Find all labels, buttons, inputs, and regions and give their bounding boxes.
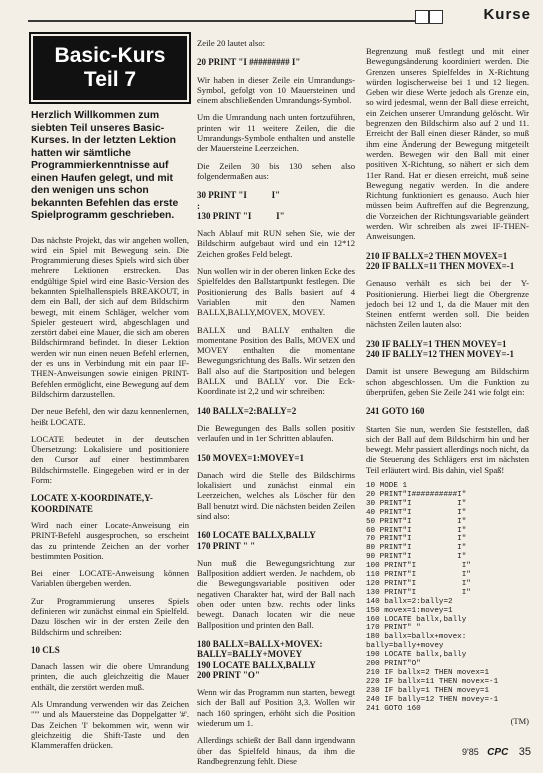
paragraph: Allerdings schießt der Ball dann irgendwann über das Spielfeld hinaus, da ihm die Randbegrenzung fehlt. Diese xyxy=(197,735,355,766)
paragraph: Als Umrandung verwenden wir das Zeichen "'" und als Mauersteine das Doppelgatter '#'. Das Zeichen 'I' bekommen wir, wenn wir gleichzeitig die Shift-Taste und den Klammeraffen drücken. xyxy=(31,699,189,751)
code-snippet: 140 BALLX=2:BALLY=2 xyxy=(197,405,297,416)
code-snippet: 10 CLS xyxy=(31,644,60,655)
column-1 xyxy=(31,34,189,758)
code-snippet: 160 LOCATE BALLX,BALLY 170 PRINT " " xyxy=(197,530,316,551)
code-snippet: 210 IF BALLX=2 THEN MOVEX=1 220 IF BALLX=11 THEN MOVEX=-1 xyxy=(366,250,515,271)
header-square-icon xyxy=(429,10,443,24)
page-footer xyxy=(462,742,531,760)
paragraph: Danach wird die Stelle des Bildschirms lokalisiert und zunächst einmal ein Leerzeichen, welches als Löscher für den Ball benutzt wird. Die nächsten beiden Zeilen sind also: xyxy=(197,469,355,521)
paragraph: Starten Sie nun, werden Sie feststellen, daß sich der Ball auf dem Bildschirm hin und her bewegt. Mehr passiert allerdings noch nicht, da die Steuerung des Schlägers erst im nächsten Teil erläutert wird. Bis dahin, viel Spaß! xyxy=(366,423,529,475)
paragraph: Die Bewegungen des Balls sollen positiv verlaufen und in 1er Schritten ablaufen. xyxy=(197,422,355,444)
paragraph: Wir haben in dieser Zeile ein Umrandungs-Symbol, gefolgt von 10 Mauersteinen und einem abschließenden Umrandungs-Symbol. xyxy=(197,74,355,106)
paragraph: LOCATE bedeutet in der deutschen Übersetzung: Lokalisiere und positioniere den Cursor auf einer bestimmbaren Bildschirmstelle. Eingegeben wird er in der Form: xyxy=(31,433,189,486)
paragraph: Um die Umrandung nach unten fortzuführen, printen wir 11 weitere Zeilen, die die Umrandungs-Symbole enthalten und anstelle der Mauersteine Leerzeichen. xyxy=(197,112,355,154)
paragraph: Der neue Befehl, den wir dazu kennenlernen, heißt LOCATE. xyxy=(31,406,189,427)
paragraph: Zur Programmierung unseres Spiels definieren wir zunächst einmal ein Spielfeld. Dazu löschen wir in der ersten Zeile den Bildschirm und schreiben: xyxy=(31,595,189,637)
code-snippet: 30 PRINT "I I" : 130 PRINT "I I" xyxy=(197,190,285,221)
code-snippet: 20 PRINT "I ######### I" xyxy=(197,57,301,68)
paragraph: Wenn wir das Programm nun starten, bewegt sich der Ball auf Position 3,3. Wollen wir nach 160 springen, erhöht sich die Position wiederum um 1. xyxy=(197,687,355,729)
paragraph: Das nächste Projekt, das wir angehen wollen, wird ein Spiel mit Bewegung sein. Die Programmierung dieses Spiels wird sich über mehrere Lektionen erstrecken. Das endgültige Spiel wird eine Basic-Version des bekannten Spielhallenspiels BREAKOUT, in dem ein Ball, der sich auf dem Bildschirm bewegt, mit einem Schläger, welcher vom Spieler gesteuert wird, abgeschlagen und zerstört dabei eine Mauer, die sich am oberen Bildschirmrand befindet. In dieser Lektion werden wir nun einen neuen Befehl erlernen, der es uns in Verbindung mit ein paar IF-THEN-Anweisungen sowie einigen PRINT-Befehlen ermöglicht, eine Bewegung auf dem Bildschirm darzustellen. xyxy=(31,234,189,399)
paragraph: Die Zeilen 30 bis 130 sehen also folgendermaßen aus: xyxy=(197,160,355,181)
paragraph: Bei einer LOCATE-Anweisung können Variablen übergeben werden. xyxy=(31,568,189,589)
article-title: Basic-Kurs Teil 7 xyxy=(33,36,187,100)
issue-date: 9'85 xyxy=(461,747,479,757)
author-tag: (TM) xyxy=(510,715,529,726)
magazine-name: CPC xyxy=(487,747,509,758)
intro-text: Herzlich Willkommen zum siebten Teil unseres Basic-Kurses. In der letzten Lektion hatten wir sämtliche Programmierkenntnisse auf einen Haufen gelegt, und mit den wenigen uns schon bekannten Befehlen das erste Spielprogramm geschrieben. xyxy=(31,110,179,221)
code-snippet: LOCATE X-KOORDINATE,Y-KOORDINATE xyxy=(31,493,153,514)
paragraph: Damit ist unsere Bewegung am Bildschirm schon abgeschlossen. Um die Funktion zu überprüfen, geben Sie Zeile 241 wie folgt ein: xyxy=(366,366,529,397)
paragraph: Genauso verhält es sich bei der Y-Positionierung. Hierbei liegt die Obergrenze jedoch bei 12 und 1, da die Mauer mit den Steinen entfernt werden soll. Die beiden nächsten Zeilen lauten also: xyxy=(366,278,529,330)
page-number: 35 xyxy=(518,746,531,758)
code-snippet: 241 GOTO 160 xyxy=(366,406,425,417)
section-header: Kurse xyxy=(483,6,531,23)
code-snippet: 150 MOVEX=1:MOVEY=1 xyxy=(197,452,304,463)
paragraph: Nun muß die Bewegungsrichtung zur Ballposition addiert werden. Je nachdem, ob die Bewegungsvariable positiven oder negativen Charakter hat, wird der Ball nach oben oder unten bzw. rechts oder links bewegt. Danach locaten wir die neue Ballposition und printen den Ball. xyxy=(197,557,355,630)
column-3 xyxy=(366,34,529,726)
paragraph: Wird nach einer Locate-Anweisung ein PRINT-Befehl ausgesprochen, so erscheint das zu printende Zeichen an der vorher bestimmten Position. xyxy=(31,519,189,561)
paragraph: Danach lassen wir die obere Umrandung printen, die auch gleichzeitig die Mauer enthält, die zerstört werden muß. xyxy=(31,661,189,692)
paragraph: Begrenzung muß festlegt und mit einer Bewegungsänderung koordiniert werden. Die Grenzen unseres Spielfeldes in X-Richtung würden logischerweise bei 1 und 12 liegen. Geben wir diese Werte jedoch als Grenze ein, so wird jedesmal, wenn der Ball diese erreicht, ein Zeichen unserer Umrandung gelöscht. Wir begrenzen den Bildschirm also auf 2 und 11. Erreicht der Ball einen dieser Ränder, so muß ihm eine Änderung der Bewegung mitgeteilt werden. Bewegen wir den Ball mit einer positiven X-Richtung, so nähert er sich dem 11er Rand. Hat er diesen erreicht, muß seine Bewegung negativ werden. In die andere Richtung funktioniert es genauso. Auch hier müssen beim Auftreffen auf die Begrenzung, die Vorzeichen der Richtungsvariable geändert werden. Wir schreiben als zwei IF-THEN-Anweisungen. xyxy=(366,46,529,242)
paragraph: BALLX und BALLY enthalten die momentane Position des Balls, MOVEX und MOVEY enthalten die momentane Bewegungsrichtung des Balls. Wir setzen den Ball also auf die Startposition und belegen BALLX und BALLY vor. Die Eck-Koordinate ist 2,2 und wir schreiben: xyxy=(197,324,355,397)
paragraph: Zeile 20 lautet also: xyxy=(197,38,266,48)
paragraph: Nach Ablauf mit RUN sehen Sie, wie der Bildschirm aufgebaut wird und ein 12*12 Zeichen großes Feld belegt. xyxy=(197,228,355,259)
column-2 xyxy=(197,38,355,773)
program-listing: 10 MODE 1 20 PRINT"I##########I" 30 PRINT"I I" 40 PRINT"I I" 50 PRINT"I I" 60 PRINT"I I" 70 PRINT"I I" 80 PRINT"I I" 90 PRINT"I I" 100 PRINT"I I" 110 PRINT"I I" 120 PRINT"I I" 130 PRINT"I I" 140 ballx=2:bally=2 150 movex=1:movey=1 160 LOCATE ballx,bally 170 PRINT" " 180 ballx=ballx+movex: bally=bally+movey 190 LOCATE ballx,bally 200 PRINT"O" 210 IF ballx=2 THEN movex=1 220 IF ballx=11 THEN movex=-1 230 IF bally=1 THEN movey=1 240 IF bally=12 THEN movey=-1 241 GOTO 160 xyxy=(366,481,499,713)
header-square-icon xyxy=(415,10,429,24)
paragraph: Nun wollen wir in der oberen linken Ecke des Spielfeldes den Ballstartpunkt festlegen. Die Positionierung des Balls basiert auf 4 Variablen mit den Namen BALLX,BALLY,MOVEX, MOVEY. xyxy=(197,266,355,318)
code-snippet: 180 BALLX=BALLX+MOVEX: BALLY=BALLY+MOVEY 190 LOCATE BALLX,BALLY 200 PRINT "O" xyxy=(197,638,323,680)
code-snippet: 230 IF BALLY=1 THEN MOVEY=1 240 IF BALLY=12 THEN MOVEY=-1 xyxy=(366,338,514,360)
